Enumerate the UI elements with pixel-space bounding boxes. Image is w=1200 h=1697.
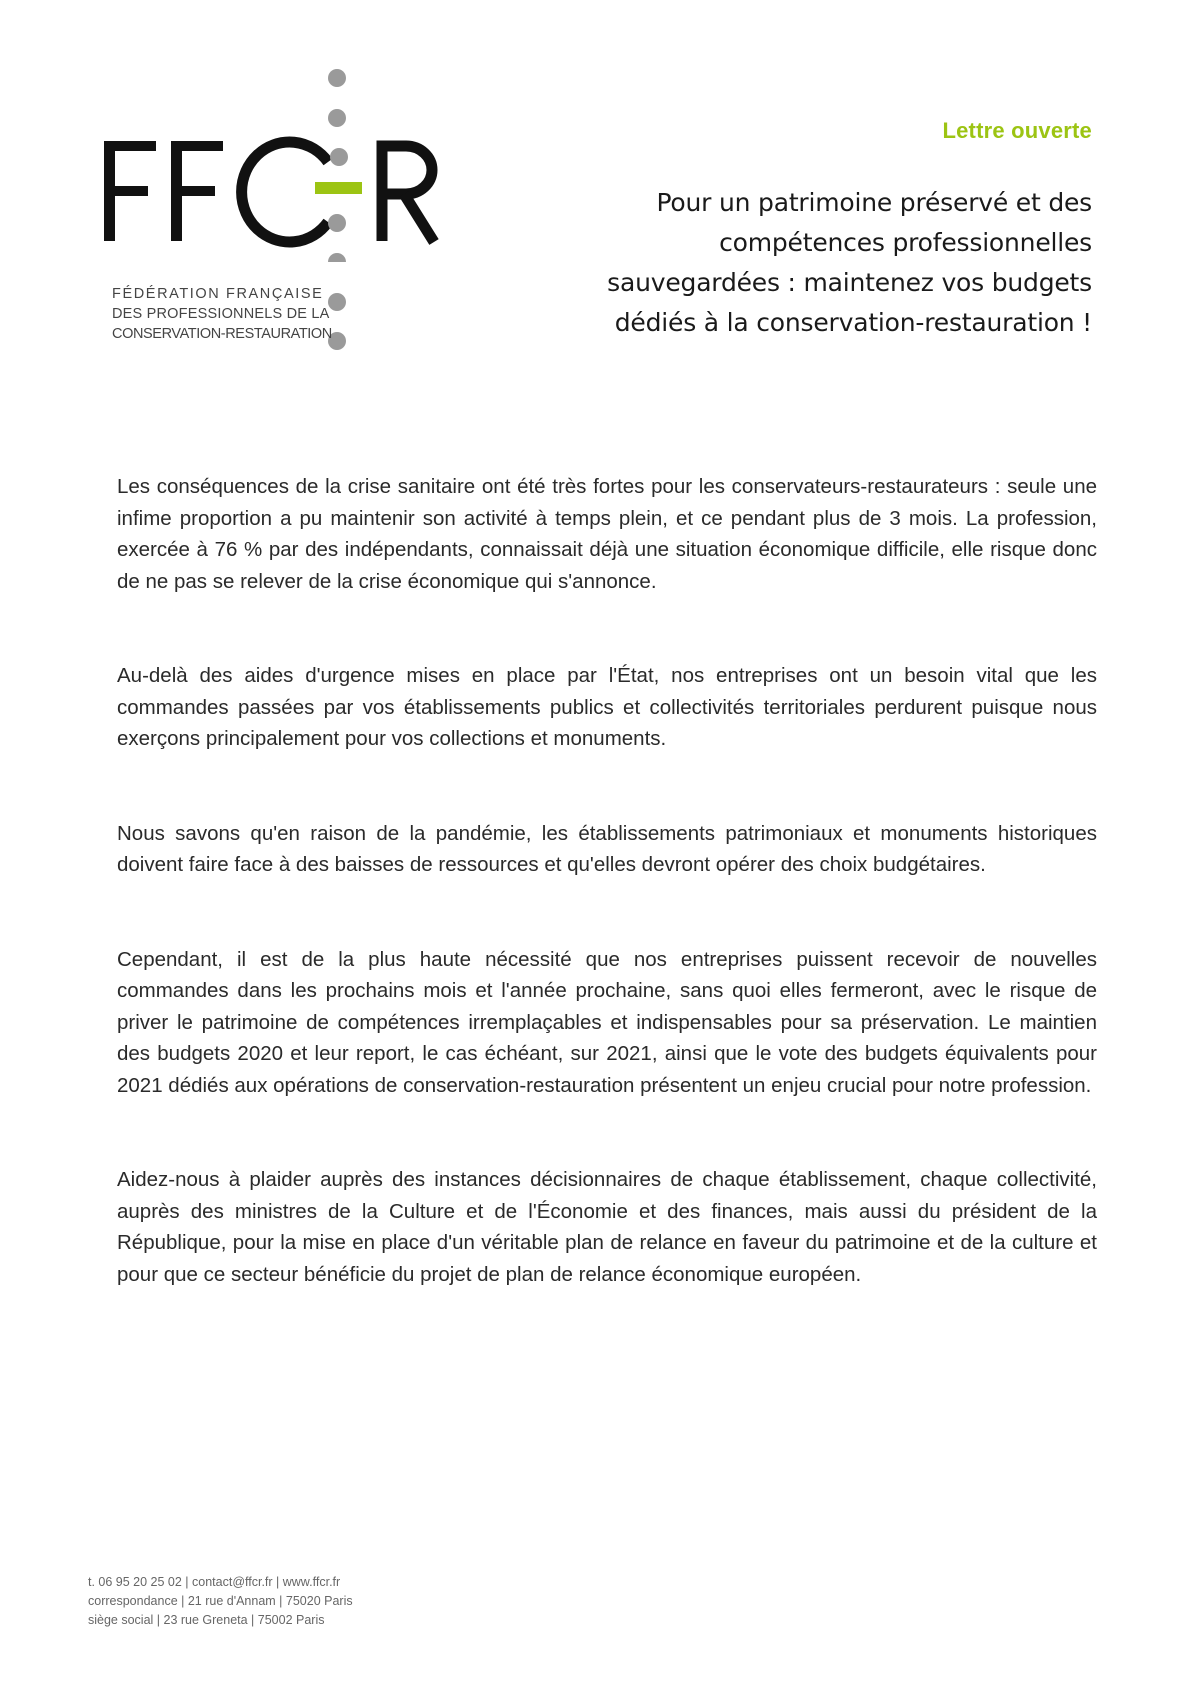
logo-subtitle-line: CONSERVATION-RESTAURATION: [112, 326, 332, 342]
body-paragraph: Nous savons qu'en raison de la pandémie, les établissements patrimoniaux et monuments historiques doivent faire face à des baisses de ressources et qu'elles devront opérer des choix budgétaires.: [117, 821, 1097, 876]
logo-subtitle-line: FÉDÉRATION FRANÇAISE: [112, 286, 324, 302]
logo-subtitle-line: DES PROFESSIONNELS DE LA: [112, 306, 330, 322]
document-title-line: sauvegardées : maintenez vos budgets: [607, 268, 1092, 297]
footer-contact: [88, 1573, 353, 1630]
body-paragraph: Aidez-nous à plaider auprès des instances décisionnaires de chaque établissement, chaque collectivité, auprès des ministres de la Culture et de l'Économie et des finances, mais aussi du président de la République, pour la mise en place d'un véritable plan de relance en faveur du patrimoine et de la culture et pour que ce secteur bénéficie du projet de plan de relance économique européen.: [117, 1168, 1097, 1286]
document-title-line: compétences professionnelles: [719, 228, 1092, 257]
ffcr-logo: [100, 62, 470, 352]
document-type-label: Lettre ouverte: [942, 118, 1092, 143]
document-title-line: dédiés à la conservation-restauration !: [614, 308, 1092, 337]
footer-address-line: correspondance | 21 rue d'Annam | 75020 Paris: [88, 1594, 353, 1608]
ffcr-logo-mark-icon: [100, 62, 470, 262]
letter-body: [117, 471, 1097, 1353]
body-paragraph: Cependant, il est de la plus haute nécessité que nos entreprises puissent recevoir de nouvelles commandes dans les prochains mois et l'année prochaine, sans quoi elles fermeront, avec le risque de priver le patrimoine de compétences irremplaçables et indispensables pour sa préservation. Le maintien des budgets 2020 et leur report, le cas échéant, sur 2021, ainsi que le vote des budgets équivalents pour 2021 dédiés aux opérations de conservation-restauration présentent un enjeu crucial pour notre profession.: [117, 947, 1097, 1097]
document-title-line: Pour un patrimoine préservé et des: [656, 188, 1092, 217]
body-paragraph: Les conséquences de la crise sanitaire ont été très fortes pour les conservateurs-restaurateurs : seule une infime proportion a pu maintenir son activité à temps plein, et ce pendant plus de 3 mois. La profession, exercée à 76 % par des indépendants, connaissait déjà une situation économique difficile, elle risque donc de ne pas se relever de la crise économique qui s'annonce.: [117, 475, 1097, 593]
body-paragraph: Au-delà des aides d'urgence mises en place par l'État, nos entreprises ont un besoin vital que les commandes passées par vos établissements publics et collectivités territoriales perdurent puisque nous exerçons principalement pour vos collections et monuments.: [117, 664, 1097, 750]
footer-headquarters-line: siège social | 23 rue Greneta | 75002 Paris: [88, 1613, 325, 1627]
document-title: [532, 183, 1092, 343]
footer-contact-line: t. 06 95 20 25 02 | contact@ffcr.fr | www.ffcr.fr: [88, 1575, 341, 1589]
logo-subtitle: [112, 284, 362, 344]
